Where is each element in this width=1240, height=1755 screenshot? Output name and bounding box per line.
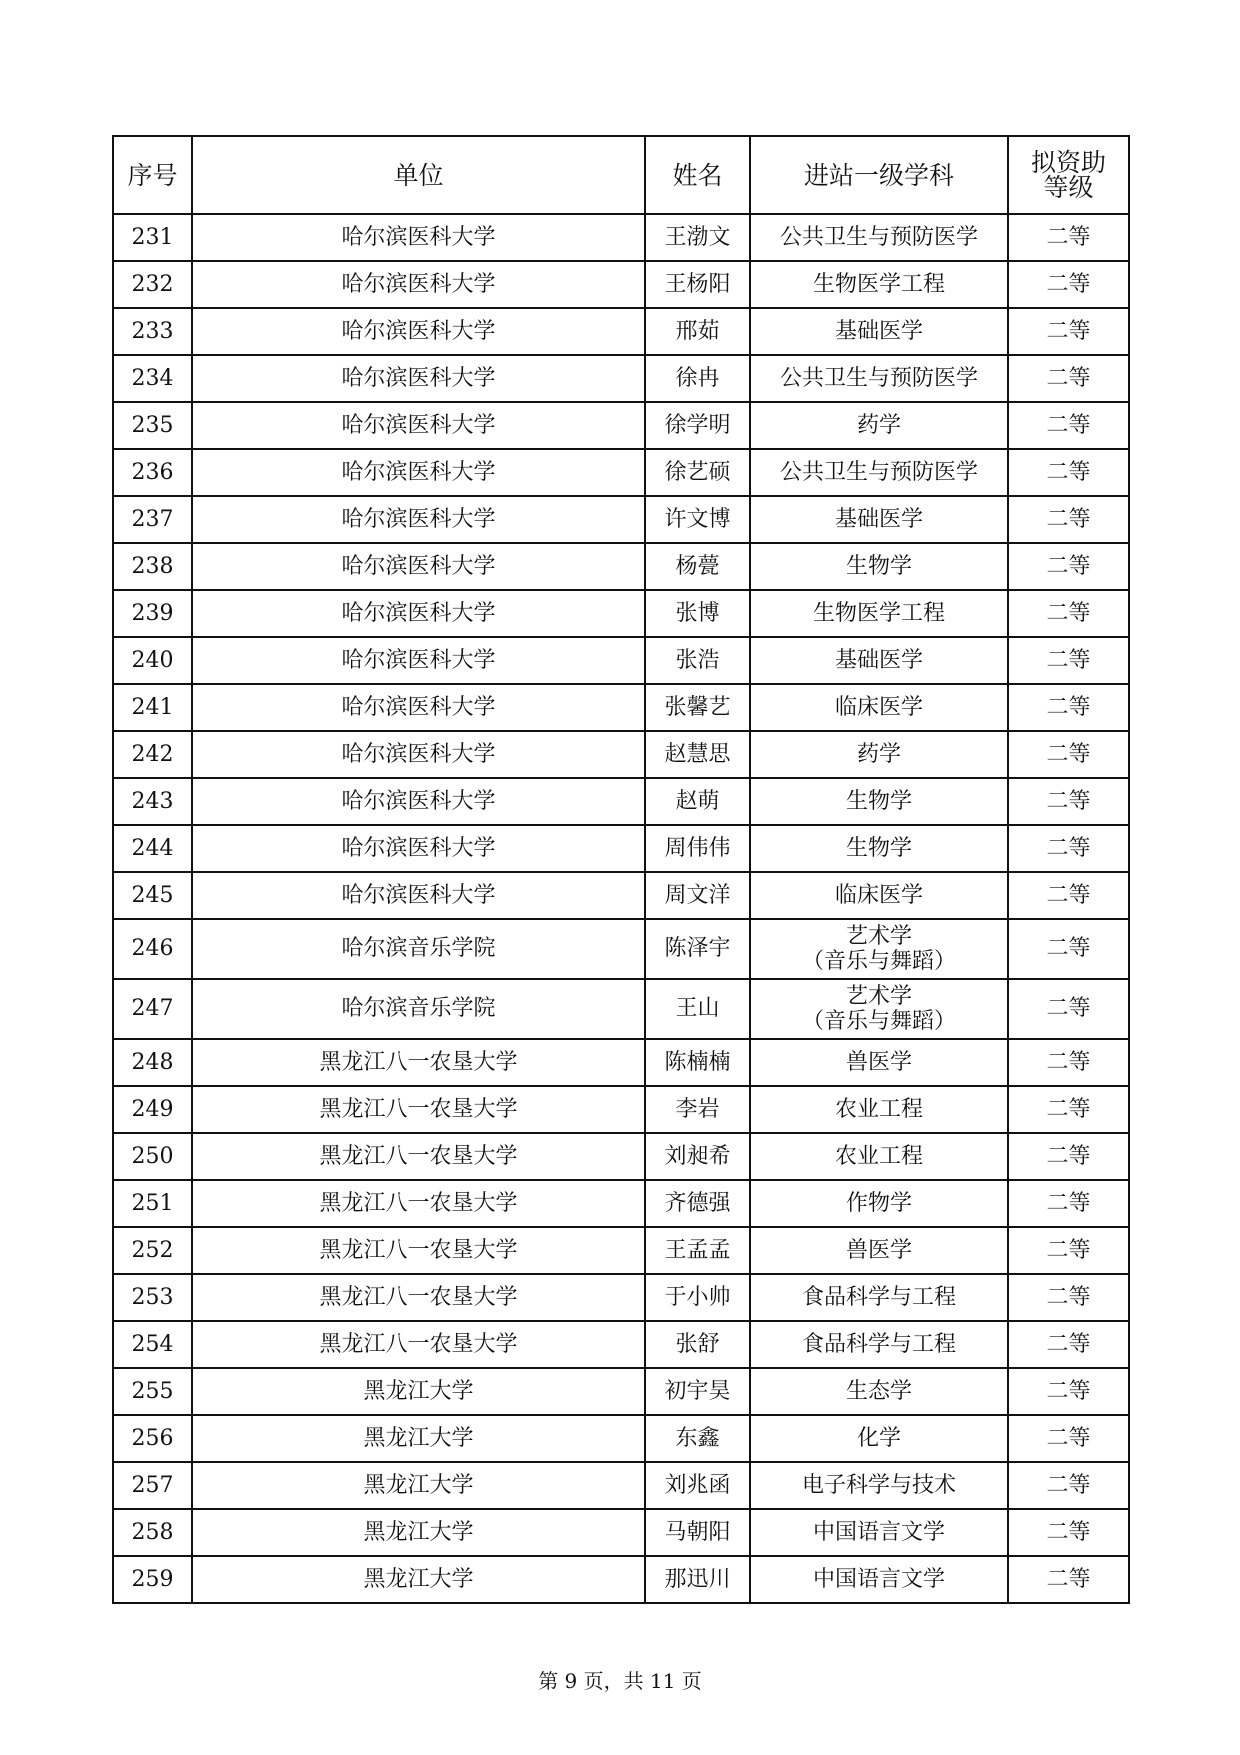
table-row xyxy=(113,919,1129,979)
cell-name: 张舒 xyxy=(645,1321,750,1368)
cell-name: 张博 xyxy=(645,590,750,637)
cell-unit: 黑龙江八一农垦大学 xyxy=(192,1086,645,1133)
cell-seq: 247 xyxy=(113,979,192,1039)
header-name: 姓名 xyxy=(645,136,750,214)
cell-seq: 256 xyxy=(113,1415,192,1462)
cell-discipline xyxy=(750,308,1008,355)
cell-unit: 黑龙江大学 xyxy=(192,1415,645,1462)
cell-level: 二等 xyxy=(1008,1227,1129,1274)
cell-level: 二等 xyxy=(1008,543,1129,590)
discipline-line: 基础医学 xyxy=(834,319,923,344)
cell-discipline xyxy=(750,1509,1008,1556)
cell-name: 徐艺硕 xyxy=(645,449,750,496)
cell-name: 赵慧思 xyxy=(645,731,750,778)
discipline-line: 生态学 xyxy=(845,1379,912,1404)
cell-discipline xyxy=(750,778,1008,825)
cell-seq: 251 xyxy=(113,1180,192,1227)
cell-name: 陈泽宇 xyxy=(645,919,750,979)
table-row xyxy=(113,1462,1129,1509)
table-row xyxy=(113,1086,1129,1133)
discipline-line: 基础医学 xyxy=(834,507,923,532)
discipline-line: 农业工程 xyxy=(834,1144,923,1169)
cell-name: 王山 xyxy=(645,979,750,1039)
cell-seq: 238 xyxy=(113,543,192,590)
cell-seq: 245 xyxy=(113,872,192,919)
cell-name: 马朝阳 xyxy=(645,1509,750,1556)
cell-seq: 235 xyxy=(113,402,192,449)
cell-level: 二等 xyxy=(1008,496,1129,543)
cell-name: 陈楠楠 xyxy=(645,1039,750,1086)
cell-discipline xyxy=(750,1368,1008,1415)
cell-level: 二等 xyxy=(1008,402,1129,449)
table-body xyxy=(113,214,1129,1603)
header-level xyxy=(1008,136,1129,214)
discipline-line: 药学 xyxy=(856,413,901,438)
cell-discipline xyxy=(750,825,1008,872)
discipline-line: 公共卫生与预防医学 xyxy=(779,366,978,391)
cell-unit: 哈尔滨医科大学 xyxy=(192,543,645,590)
table-row xyxy=(113,543,1129,590)
table-row xyxy=(113,214,1129,261)
cell-seq: 243 xyxy=(113,778,192,825)
cell-name: 那迅川 xyxy=(645,1556,750,1603)
discipline-line: 临床医学 xyxy=(834,883,923,908)
cell-discipline xyxy=(750,355,1008,402)
cell-discipline xyxy=(750,1556,1008,1603)
cell-unit: 哈尔滨音乐学院 xyxy=(192,979,645,1039)
cell-name: 刘昶希 xyxy=(645,1133,750,1180)
cell-unit: 黑龙江大学 xyxy=(192,1509,645,1556)
discipline-line: 艺术学 xyxy=(845,984,912,1009)
cell-unit: 黑龙江八一农垦大学 xyxy=(192,1274,645,1321)
cell-seq: 252 xyxy=(113,1227,192,1274)
table-row xyxy=(113,449,1129,496)
cell-unit: 黑龙江大学 xyxy=(192,1368,645,1415)
discipline-line: 药学 xyxy=(856,742,901,767)
cell-discipline xyxy=(750,919,1008,979)
cell-discipline xyxy=(750,979,1008,1039)
cell-name: 初宇昊 xyxy=(645,1368,750,1415)
cell-seq: 253 xyxy=(113,1274,192,1321)
cell-seq: 257 xyxy=(113,1462,192,1509)
table-row xyxy=(113,1133,1129,1180)
table-row xyxy=(113,872,1129,919)
table-row xyxy=(113,402,1129,449)
discipline-line: 兽医学 xyxy=(845,1050,912,1075)
table-row xyxy=(113,590,1129,637)
cell-seq: 241 xyxy=(113,684,192,731)
cell-unit: 哈尔滨医科大学 xyxy=(192,261,645,308)
table-row xyxy=(113,1415,1129,1462)
cell-name: 杨甍 xyxy=(645,543,750,590)
cell-discipline xyxy=(750,449,1008,496)
table-row xyxy=(113,637,1129,684)
cell-discipline xyxy=(750,590,1008,637)
cell-level: 二等 xyxy=(1008,684,1129,731)
cell-seq: 242 xyxy=(113,731,192,778)
cell-discipline xyxy=(750,543,1008,590)
cell-seq: 255 xyxy=(113,1368,192,1415)
cell-discipline xyxy=(750,214,1008,261)
cell-unit: 哈尔滨医科大学 xyxy=(192,778,645,825)
header-level-line-1: 拟资助 xyxy=(1030,148,1106,177)
discipline-line: 生物学 xyxy=(845,789,912,814)
cell-level: 二等 xyxy=(1008,1274,1129,1321)
cell-unit: 哈尔滨医科大学 xyxy=(192,496,645,543)
cell-level: 二等 xyxy=(1008,1321,1129,1368)
cell-level: 二等 xyxy=(1008,1086,1129,1133)
table-row xyxy=(113,355,1129,402)
cell-seq: 231 xyxy=(113,214,192,261)
discipline-line: 生物医学工程 xyxy=(812,601,945,626)
cell-name: 王渤文 xyxy=(645,214,750,261)
cell-unit: 黑龙江八一农垦大学 xyxy=(192,1039,645,1086)
table-row xyxy=(113,1274,1129,1321)
cell-level: 二等 xyxy=(1008,979,1129,1039)
cell-unit: 哈尔滨医科大学 xyxy=(192,402,645,449)
cell-seq: 248 xyxy=(113,1039,192,1086)
cell-unit: 哈尔滨医科大学 xyxy=(192,872,645,919)
table-row xyxy=(113,1556,1129,1603)
discipline-line: 生物学 xyxy=(845,554,912,579)
cell-level: 二等 xyxy=(1008,355,1129,402)
cell-unit: 哈尔滨医科大学 xyxy=(192,637,645,684)
cell-level: 二等 xyxy=(1008,1556,1129,1603)
cell-unit: 黑龙江大学 xyxy=(192,1462,645,1509)
cell-discipline xyxy=(750,637,1008,684)
discipline-line: 公共卫生与预防医学 xyxy=(779,460,978,485)
cell-discipline xyxy=(750,496,1008,543)
table-row xyxy=(113,261,1129,308)
cell-discipline xyxy=(750,1086,1008,1133)
cell-level: 二等 xyxy=(1008,1462,1129,1509)
cell-level: 二等 xyxy=(1008,590,1129,637)
table-row xyxy=(113,1180,1129,1227)
header-unit: 单位 xyxy=(192,136,645,214)
cell-name: 徐学明 xyxy=(645,402,750,449)
table-row xyxy=(113,496,1129,543)
discipline-line: 中国语言文学 xyxy=(812,1520,945,1545)
cell-seq: 259 xyxy=(113,1556,192,1603)
cell-level: 二等 xyxy=(1008,214,1129,261)
discipline-line: 艺术学 xyxy=(845,924,912,949)
cell-name: 东鑫 xyxy=(645,1415,750,1462)
cell-level: 二等 xyxy=(1008,637,1129,684)
discipline-line: 生物学 xyxy=(845,836,912,861)
cell-unit: 哈尔滨医科大学 xyxy=(192,308,645,355)
cell-name: 齐德强 xyxy=(645,1180,750,1227)
cell-seq: 254 xyxy=(113,1321,192,1368)
header-discipline: 进站一级学科 xyxy=(750,136,1008,214)
cell-level: 二等 xyxy=(1008,261,1129,308)
discipline-line: 基础医学 xyxy=(834,648,923,673)
cell-discipline xyxy=(750,1133,1008,1180)
table-row xyxy=(113,684,1129,731)
cell-level: 二等 xyxy=(1008,1180,1129,1227)
cell-unit: 哈尔滨音乐学院 xyxy=(192,919,645,979)
cell-name: 许文博 xyxy=(645,496,750,543)
cell-seq: 232 xyxy=(113,261,192,308)
page-footer: 第 9 页，共 11 页 xyxy=(538,1669,702,1693)
cell-name: 王孟孟 xyxy=(645,1227,750,1274)
cell-seq: 236 xyxy=(113,449,192,496)
cell-unit: 黑龙江大学 xyxy=(192,1556,645,1603)
cell-discipline xyxy=(750,1227,1008,1274)
cell-seq: 233 xyxy=(113,308,192,355)
discipline-line: 食品科学与工程 xyxy=(801,1285,956,1310)
cell-name: 邢茹 xyxy=(645,308,750,355)
table-row xyxy=(113,1321,1129,1368)
cell-discipline xyxy=(750,872,1008,919)
cell-seq: 239 xyxy=(113,590,192,637)
table-row xyxy=(113,1368,1129,1415)
discipline-line: （音乐与舞蹈） xyxy=(801,949,956,974)
table-row xyxy=(113,778,1129,825)
discipline-line: 中国语言文学 xyxy=(812,1567,945,1592)
cell-seq: 244 xyxy=(113,825,192,872)
cell-name: 张浩 xyxy=(645,637,750,684)
cell-level: 二等 xyxy=(1008,731,1129,778)
cell-unit: 黑龙江八一农垦大学 xyxy=(192,1133,645,1180)
cell-name: 张馨艺 xyxy=(645,684,750,731)
table-header-row xyxy=(113,136,1129,214)
discipline-line: 作物学 xyxy=(845,1191,912,1216)
discipline-line: （音乐与舞蹈） xyxy=(801,1009,956,1034)
cell-level: 二等 xyxy=(1008,1509,1129,1556)
cell-discipline xyxy=(750,1039,1008,1086)
cell-discipline xyxy=(750,1321,1008,1368)
discipline-line: 化学 xyxy=(856,1426,901,1451)
discipline-line: 生物医学工程 xyxy=(812,272,945,297)
header-seq: 序号 xyxy=(113,136,192,214)
discipline-line: 临床医学 xyxy=(834,695,923,720)
discipline-line: 食品科学与工程 xyxy=(801,1332,956,1357)
cell-level: 二等 xyxy=(1008,1368,1129,1415)
cell-unit: 黑龙江八一农垦大学 xyxy=(192,1180,645,1227)
cell-name: 刘兆函 xyxy=(645,1462,750,1509)
cell-level: 二等 xyxy=(1008,919,1129,979)
cell-name: 李岩 xyxy=(645,1086,750,1133)
cell-name: 王杨阳 xyxy=(645,261,750,308)
cell-seq: 240 xyxy=(113,637,192,684)
cell-name: 于小帅 xyxy=(645,1274,750,1321)
cell-level: 二等 xyxy=(1008,825,1129,872)
table-row xyxy=(113,731,1129,778)
cell-unit: 黑龙江八一农垦大学 xyxy=(192,1227,645,1274)
table-row xyxy=(113,1509,1129,1556)
cell-unit: 哈尔滨医科大学 xyxy=(192,590,645,637)
header-level-line-2: 等级 xyxy=(1043,173,1094,202)
cell-seq: 258 xyxy=(113,1509,192,1556)
cell-seq: 234 xyxy=(113,355,192,402)
cell-seq: 250 xyxy=(113,1133,192,1180)
cell-level: 二等 xyxy=(1008,1133,1129,1180)
cell-discipline xyxy=(750,1415,1008,1462)
cell-seq: 237 xyxy=(113,496,192,543)
cell-name: 周文洋 xyxy=(645,872,750,919)
table-row xyxy=(113,1039,1129,1086)
cell-unit: 哈尔滨医科大学 xyxy=(192,825,645,872)
cell-unit: 哈尔滨医科大学 xyxy=(192,355,645,402)
cell-name: 赵萌 xyxy=(645,778,750,825)
cell-discipline xyxy=(750,402,1008,449)
cell-unit: 黑龙江八一农垦大学 xyxy=(192,1321,645,1368)
cell-discipline xyxy=(750,684,1008,731)
cell-discipline xyxy=(750,1274,1008,1321)
cell-unit: 哈尔滨医科大学 xyxy=(192,684,645,731)
discipline-line: 兽医学 xyxy=(845,1238,912,1263)
discipline-line: 公共卫生与预防医学 xyxy=(779,225,978,250)
cell-level: 二等 xyxy=(1008,1415,1129,1462)
cell-level: 二等 xyxy=(1008,778,1129,825)
cell-discipline xyxy=(750,261,1008,308)
cell-discipline xyxy=(750,1180,1008,1227)
discipline-line: 电子科学与技术 xyxy=(801,1473,956,1498)
cell-level: 二等 xyxy=(1008,872,1129,919)
table-row xyxy=(113,825,1129,872)
cell-discipline xyxy=(750,731,1008,778)
cell-level: 二等 xyxy=(1008,449,1129,496)
cell-level: 二等 xyxy=(1008,1039,1129,1086)
cell-discipline xyxy=(750,1462,1008,1509)
cell-name: 周伟伟 xyxy=(645,825,750,872)
cell-unit: 哈尔滨医科大学 xyxy=(192,449,645,496)
table-row xyxy=(113,979,1129,1039)
cell-unit: 哈尔滨医科大学 xyxy=(192,731,645,778)
cell-level: 二等 xyxy=(1008,308,1129,355)
funding-list-table xyxy=(112,135,1130,1604)
cell-name: 徐冉 xyxy=(645,355,750,402)
table-row xyxy=(113,1227,1129,1274)
table-row xyxy=(113,308,1129,355)
cell-seq: 246 xyxy=(113,919,192,979)
cell-seq: 249 xyxy=(113,1086,192,1133)
discipline-line: 农业工程 xyxy=(834,1097,923,1122)
cell-unit: 哈尔滨医科大学 xyxy=(192,214,645,261)
